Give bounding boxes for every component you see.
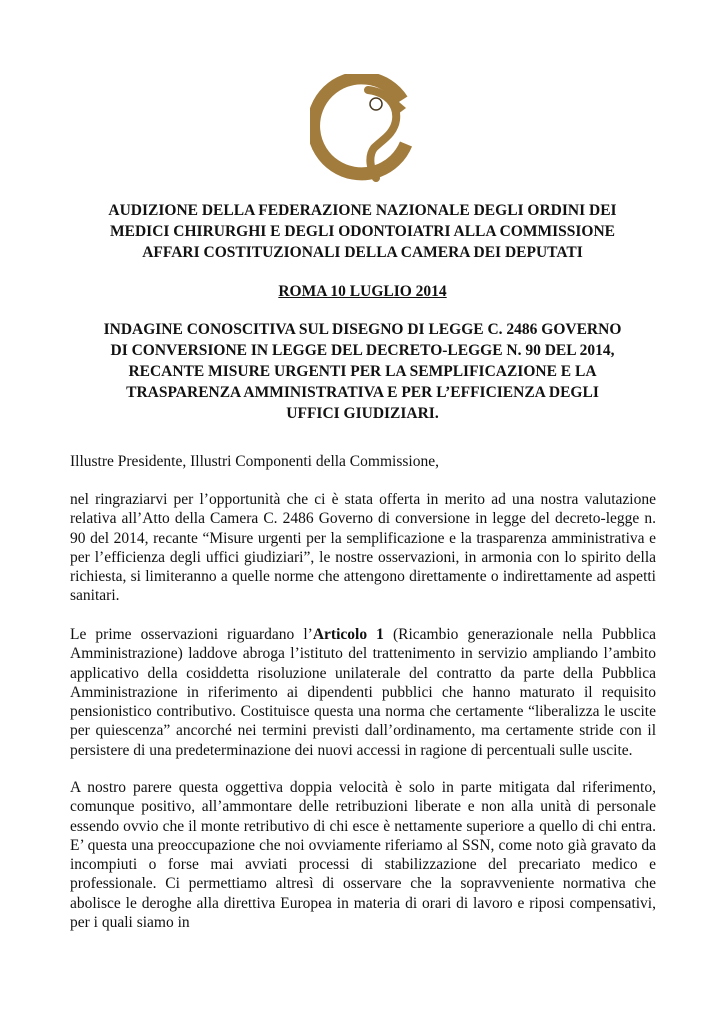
paragraph-text: A nostro parere questa oggettiva doppia velocità è solo in parte mitigata dal riferimento, comunque positivo, all’ammontare delle retribuzioni liberate e non alla unità di personale essendo ovvio che il monte retributivo di chi esce è nettamente superiore a quello di chi entra. E’ questa una preoccupazione che noi ovviamente riferiamo al SSN, come noto già gravato da incompiuti o forse mai avviati processi di stabilizzazione del precariato medico e professionale. Ci permettiamo altresì di osservare che la sopravveniente normativa che abolisce le deroghe alla direttiva Europea in materia di orari di lavoro e riposi compensativi, per i quali siamo in [70,779,656,932]
paragraph-2 [70,625,656,760]
fnomceo-logo-icon [310,74,416,184]
paragraph-text-rest: (Ricambio generazionale nella Pubblica Amministrazione) laddove abroga l’istituto del trattenimento in servizio ampliando l’ambito applicativo della cosiddetta risoluzione unilaterale del contratto da parte della Pubblica Amministrazione in riferimento ai dipendenti pubblici che hanno maturato il requisito pensionistico contributivo. Costituisce questa una norma che certamente “liberalizza le uscite per quiescenza” ancorché nei termini previsti dall’ordinamento, ma certamente stride con il persistere di una predeterminazione dei nuovi accessi in ragione di percentuali sulle uscite. [70,626,656,759]
heading-line: AUDIZIONE DELLA FEDERAZIONE NAZIONALE DEGLI ORDINI DEI [108,202,617,219]
subject-line: RECANTE MISURE URGENTI PER LA SEMPLIFICAZIONE E LA [128,363,597,380]
paragraph-text-start: Le prime osservazioni riguardano l’ [70,626,313,643]
heading-line: AFFARI COSTITUZIONALI DELLA CAMERA DEI DEPUTATI [142,244,583,261]
paragraph-text: nel ringraziarvi per l’opportunità che ci è stata offerta in merito ad una nostra valutazione relativa all’Atto della Camera C. 2486 Governo di conversione in legge del decreto-legge n. 90 del 2014, recante “Misure urgenti per la semplificazione e la trasparenza amministrativa e per l’efficienza degli uffici giudiziari”, le nostre osservazioni, in armonia con lo spirito della richiesta, si limiteranno a quelle norme che attengono direttamente o indirettamente ad aspetti sanitari. [70,491,656,605]
subject-line: UFFICI GIUDIZIARI. [286,405,439,422]
subject [70,319,655,424]
heading-line: MEDICI CHIRURGHI E DEGLI ODONTOIATRI ALLA COMMISSIONE [110,223,615,240]
heading [70,200,655,263]
article-reference: Articolo 1 [312,626,384,643]
paragraph-text [70,625,656,760]
greeting [70,452,656,471]
paragraph-1 [70,490,656,606]
document-date [70,281,655,302]
subject-line: DI CONVERSIONE IN LEGGE DEL DECRETO-LEGGE N. 90 DEL 2014, [110,342,615,359]
subject-line: TRASPARENZA AMMINISTRATIVA E PER L’EFFICIENZA DEGLI [126,384,599,401]
subject-line: INDAGINE CONOSCITIVA SUL DISEGNO DI LEGGE C. 2486 GOVERNO [103,321,622,338]
paragraph-3 [70,778,656,932]
date-text: ROMA 10 LUGLIO 2014 [278,283,447,300]
greeting-text: Illustre Presidente, Illustri Componenti della Commissione, [70,453,439,470]
